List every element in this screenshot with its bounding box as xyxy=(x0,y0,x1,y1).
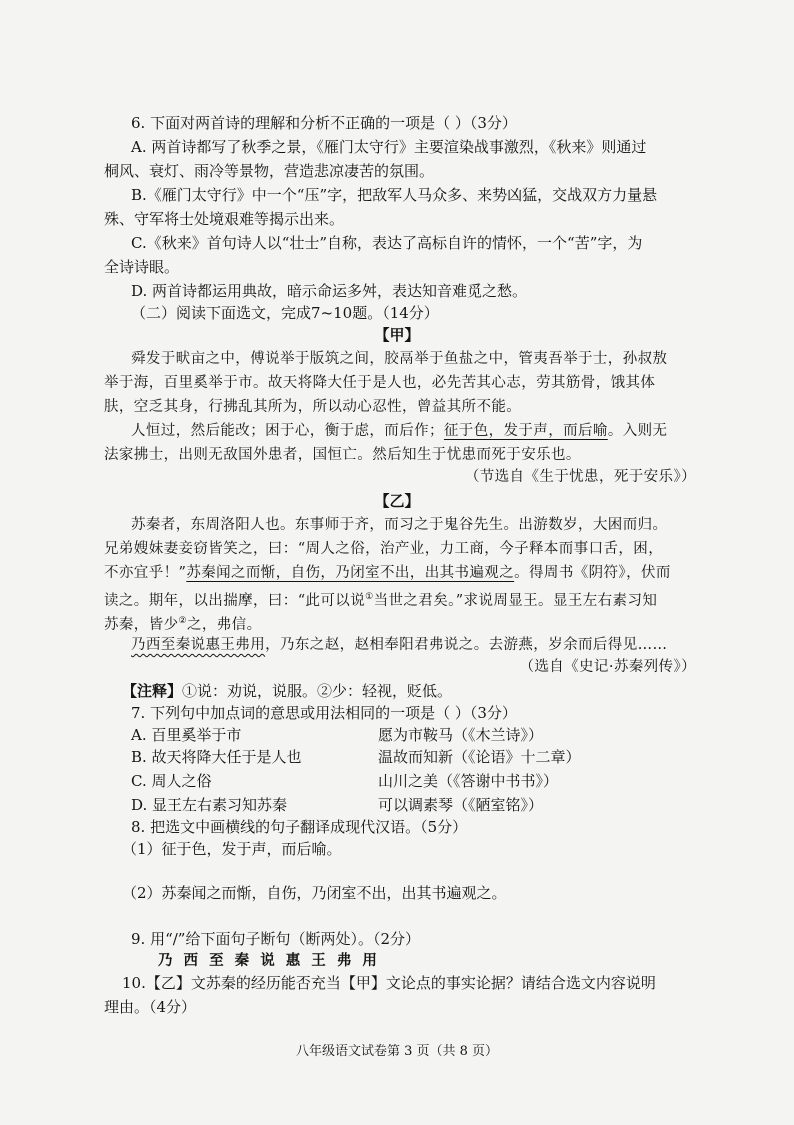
jia-para1-line1: 舜发于畎亩之中，傅说举于版筑之间，胶鬲举于鱼盐之中，管夷吾举于士，孙叔敖 xyxy=(131,351,668,367)
page-footer: 八年级语文试卷第 3 页（共 8 页） xyxy=(295,1044,499,1059)
yi-text-5a: 苏秦，皆少 xyxy=(104,616,179,633)
yi-para1-line3 xyxy=(104,562,671,584)
jia-title: 【甲】 xyxy=(374,326,420,344)
jia-para1-line3: 肤，空乏其身，行拂乱其所为，所以动心忍性，曾益其所不能。 xyxy=(104,399,522,415)
jia-para2-text-a: 人恒过，然后能改；困于心，衡于虑，而后作； xyxy=(131,423,444,439)
q8-sentence-2: （2）苏秦闻之而惭，自伤，乃闭室不出，出其书遍观之。 xyxy=(122,884,507,902)
yi-underlined-sentence: 苏秦闻之而惭，自伤，乃闭室不出，出其书遍观之 xyxy=(186,565,515,581)
q7-option-b-right: 温故而知新（《论语》十二章） xyxy=(378,748,581,766)
q7-option-b-left: B. 故天将降大任于是人也 xyxy=(131,748,302,766)
yi-source: （选自《史记·苏秦列传》） xyxy=(519,659,696,675)
section2-intro: （二）阅读下面选文，完成7~10题。（14分） xyxy=(131,304,439,322)
jia-para2-line2: 法家拂士，出则无敌国外患者，国恒亡。然后知生于忧患而死于安乐也。 xyxy=(104,447,581,463)
q6-stem: 6. 下面对两首诗的理解和分析不正确的一项是（ ）（3分） xyxy=(131,114,517,132)
yi-text-a: 不亦宜乎！” xyxy=(104,565,187,581)
q10-line2: 理由。（4分） xyxy=(104,998,197,1016)
yi-text-c: 。得周书《阴符》，伏而 xyxy=(514,565,671,581)
yi-text-4a: 读之。期年，以出揣摩，曰：“此可以说 xyxy=(104,592,366,609)
q6-option-a-line1: A. 两首诗都写了秋季之景，《雁门太守行》主要渲染战事激烈，《秋来》则通过 xyxy=(131,138,647,156)
jia-source: （节选自《生于忧患，死于安乐》） xyxy=(464,469,696,485)
q6-option-b-line1: B.《雁门太守行》中一个“压”字，把敌军人马众多、来势凶猛，交战双方力量悬 xyxy=(131,186,658,204)
q9-sentence: 乃 西 至 秦 说 惠 王 弗 用 xyxy=(158,952,380,969)
jia-para2-text-c: 。入则无 xyxy=(607,423,668,439)
jia-para2-line1 xyxy=(131,420,667,442)
jia-underlined-sentence: 征于色，发于声，而后喻 xyxy=(443,423,608,439)
notes-label: 【注释】 xyxy=(122,682,183,700)
jia-para1-line2: 举于海，百里奚举于市。故天将降大任于是人也，必先苦其心志，劳其筋骨，饿其体 xyxy=(104,375,656,391)
note-marker-1: ① xyxy=(365,592,374,602)
yi-wavy-sentence: 乃西至秦说惠王弗用 xyxy=(131,637,266,653)
q7-option-a-right: 愿为市鞍马（《木兰诗》） xyxy=(378,726,544,744)
q7-option-a-left: A. 百里奚举于市 xyxy=(131,726,242,744)
q6-option-c-line1: C.《秋来》首句诗人以“壮士”自称，表达了高标自许的情怀，一个“苦”字，为 xyxy=(131,234,643,252)
q7-option-d-left: D. 显王左右素习知苏秦 xyxy=(131,796,288,814)
notes xyxy=(122,680,452,702)
q6-option-a-line2: 桐风、衰灯、雨冷等景物，营造悲凉凄苦的氛围。 xyxy=(104,162,435,180)
q7-option-d-right: 可以调素琴（《陋室铭》） xyxy=(378,796,544,814)
note-marker-2: ② xyxy=(178,616,187,626)
q6-option-c-line2: 全诗诗眼。 xyxy=(104,258,180,276)
yi-para2 xyxy=(131,634,667,656)
q7-option-c-left: C. 周人之俗 xyxy=(131,772,212,790)
q6-option-b-line2: 殊、守军将士处境艰难等揭示出来。 xyxy=(104,210,345,228)
q8-stem: 8. 把选文中画横线的句子翻译成现代汉语。（5分） xyxy=(131,818,468,836)
q7-option-c-right: 山川之美（《答谢中书书》） xyxy=(378,772,559,790)
q7-stem: 7. 下列句中加点词的意思或用法相同的一项是（ ）（3分） xyxy=(131,704,517,722)
yi-text-5b: 之，弗信。 xyxy=(186,616,262,633)
q10-line1: 10.【乙】文苏秦的经历能否充当【甲】文论点的事实论据？请结合选文内容说明 xyxy=(122,974,656,992)
notes-text: ①说：劝说，说服。②少：轻视，贬低。 xyxy=(182,682,453,700)
q8-sentence-1: （1）征于色，发于声，而后喻。 xyxy=(122,840,342,858)
yi-para1-line2: 兄弟嫂妹妻妾窃皆笑之，曰：“周人之俗，治产业，力工商，今子释本而事口舌，困， xyxy=(104,541,664,557)
q6-option-d: D. 两首诗都运用典故，暗示命运多舛，表达知音难觅之愁。 xyxy=(131,282,528,300)
yi-para1-line1: 苏秦者，东周洛阳人也。东事师于齐，而习之于鬼谷先生。出游数岁，大困而归。 xyxy=(131,517,668,533)
yi-title: 【乙】 xyxy=(374,492,420,510)
yi-text-4b: 当世之君矣。”求说周显王。显王左右素习知 xyxy=(373,592,658,609)
yi-para1-line5 xyxy=(104,610,261,636)
q9-stem: 9. 用“/”给下面句子断句（断两处）。（2分） xyxy=(131,930,421,948)
yi-para1-line4 xyxy=(104,586,657,612)
yi-para2-rest: ，乃东之赵，赵相奉阳君弗说之。去游燕，岁余而后得见…… xyxy=(265,637,668,653)
